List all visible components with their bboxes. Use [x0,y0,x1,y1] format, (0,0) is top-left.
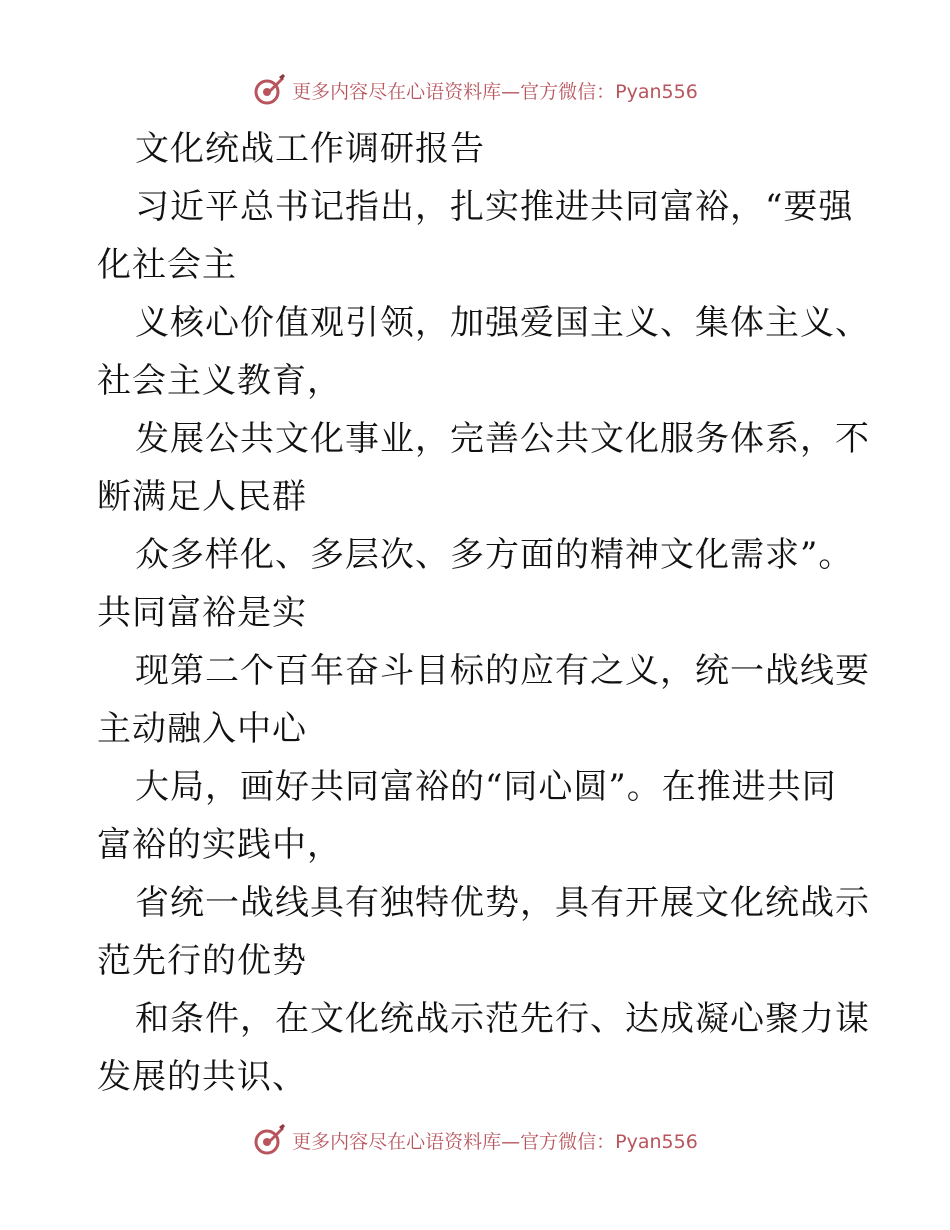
text-line: 习近平总书记指出，扎实推进共同富裕，“要强 [135,187,854,227]
pen-logo-icon [252,73,286,107]
text-line: 范先行的优势 [97,941,307,981]
text-line: 社会主义教育， [97,361,342,401]
text-line: 和条件，在文化统战示范先行、达成凝心聚力谋 [135,999,870,1039]
banner-text: 更多内容尽在心语资料库—官方微信：Pyan556 [292,80,698,103]
footer-banner [0,1122,950,1158]
text-line: 大局，画好共同富裕的“同心圆”。在推进共同 [135,767,837,807]
text-line: 众多样化、多层次、多方面的精神文化需求”。 [135,535,854,575]
header-banner [0,72,950,108]
text-line: 共同富裕是实 [97,593,307,633]
text-line: 义核心价值观引领，加强爱国主义、集体主义、 [135,303,870,343]
text-line: 化社会主 [97,245,237,285]
text-line: 主动融入中心 [97,709,307,749]
document-body [97,120,870,1106]
text-line: 发展公共文化事业，完善公共文化服务体系，不 [135,419,870,459]
banner-text: 更多内容尽在心语资料库—官方微信：Pyan556 [292,1130,698,1153]
pen-logo-icon [252,1123,286,1157]
text-line: 发展的共识、 [97,1057,307,1097]
text-line: 现第二个百年奋斗目标的应有之义，统一战线要 [135,651,870,691]
text-line: 省统一战线具有独特优势，具有开展文化统战示 [135,883,870,923]
text-line: 富裕的实践中， [97,825,342,865]
text-line: 断满足人民群 [97,477,307,517]
text-line: 文化统战工作调研报告 [135,129,485,169]
